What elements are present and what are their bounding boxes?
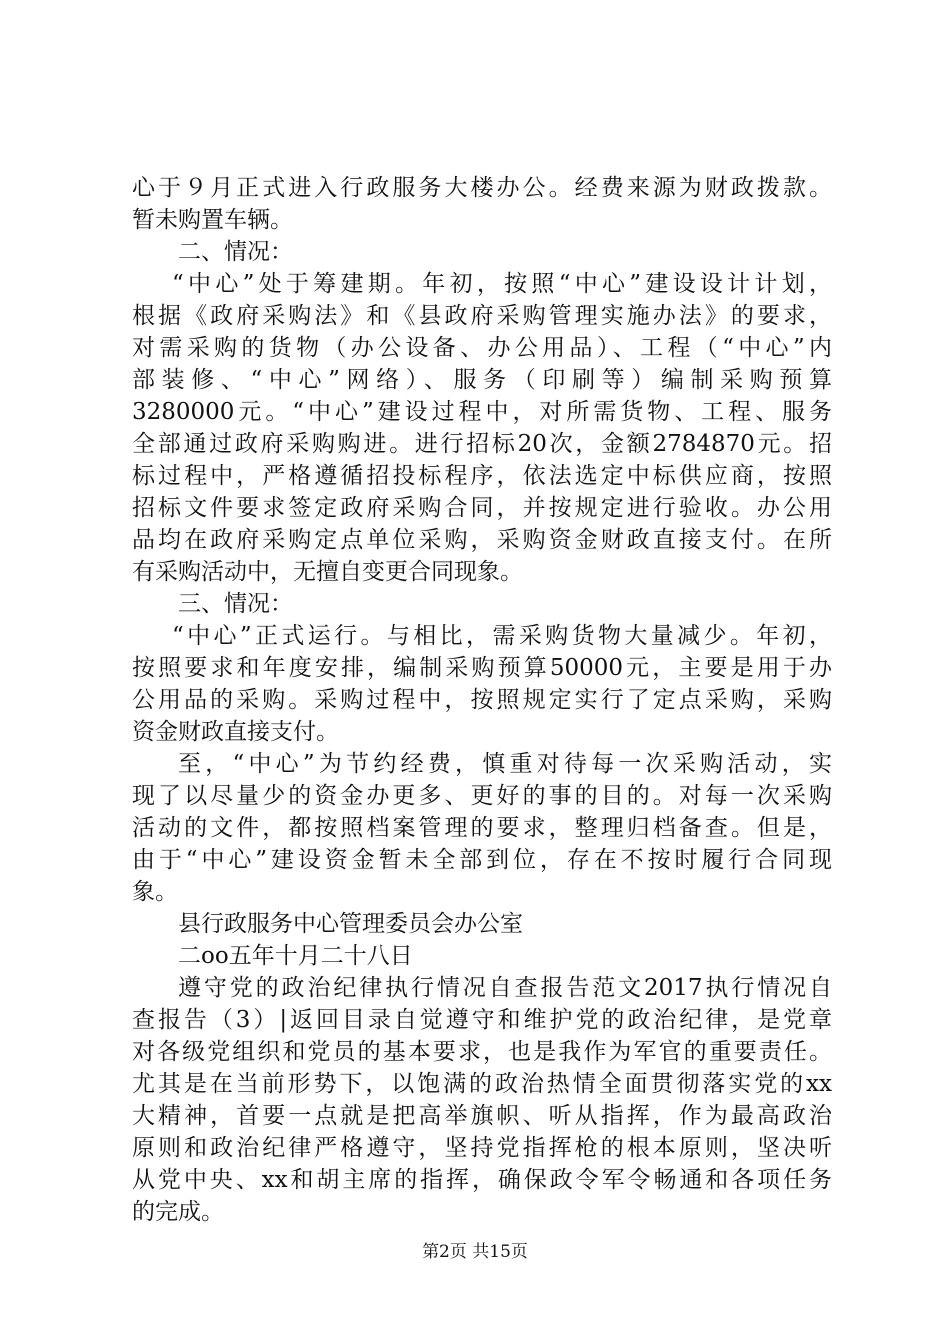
text-line: 按照要求和年度安排，编制采购预算50000元，主要是用于办 xyxy=(132,655,832,681)
text-line: 3280000元。“中心”建设过程中，对所需货物、工程、服务 xyxy=(132,399,832,425)
text-line: 品均在政府采购定点单位采购，采购资金财政直接支付。在所 xyxy=(132,527,832,553)
text-line: 标过程中，严格遵循招投标程序，依法选定中标供应商，按照 xyxy=(132,463,832,489)
text-line: 遵守党的政治纪律执行情况自查报告范文2017执行情况自 xyxy=(178,975,832,1001)
text-line: 有采购活动中，无擅自变更合同现象。 xyxy=(132,559,523,585)
text-line: 现了以尽量少的资金办更多、更好的事的目的。对每一次采购 xyxy=(132,783,832,809)
text-line: 至，“中心”为节约经费，慎重对待每一次采购活动，实 xyxy=(178,751,832,777)
text-line: 全部通过政府采购购进。进行招标20次，金额2784870元。招 xyxy=(132,431,832,457)
signature-date: 二oo五年十月二十八日 xyxy=(178,943,413,969)
text-line: 对需采购的货物（办公设备、办公用品）、工程（“中心”内 xyxy=(132,335,832,361)
page-footer: 第2页 共15页 xyxy=(422,1242,528,1262)
text-line: 根据《政府采购法》和《县政府采购管理实施办法》的要求， xyxy=(132,303,832,329)
text-line: 资金财政直接支付。 xyxy=(132,719,339,745)
text-line: 尤其是在当前形势下，以饱满的政治热情全面贯彻落实党的xx xyxy=(132,1071,832,1097)
text-line: “中心”正式运行。与相比，需采购货物大量减少。年初， xyxy=(172,623,832,649)
signature-org: 县行政服务中心管理委员会办公室 xyxy=(178,911,523,937)
section-heading: 二、情况： xyxy=(178,239,293,265)
text-line: 对各级党组织和党员的基本要求，也是我作为军官的重要责任。 xyxy=(132,1039,832,1065)
text-line: 原则和政治纪律严格遵守，坚持党指挥枪的根本原则，坚决听 xyxy=(132,1135,832,1161)
text-line: 暂未购置车辆。 xyxy=(132,207,293,233)
text-line: 部装修、“中心”网络）、服务（印刷等）编制采购预算 xyxy=(132,367,832,393)
text-line: 大精神，首要一点就是把高举旗帜、听从指挥，作为最高政治 xyxy=(132,1103,832,1129)
text-line: 从党中央、xx和胡主席的指挥，确保政令军令畅通和各项任务 xyxy=(132,1167,832,1193)
section-heading: 三、情况： xyxy=(178,591,293,617)
text-line: 的完成。 xyxy=(132,1199,224,1225)
text-line: 查报告（3）|返回目录自觉遵守和维护党的政治纪律，是党章 xyxy=(132,1007,832,1033)
text-line: 公用品的采购。采购过程中，按照规定实行了定点采购，采购 xyxy=(132,687,832,713)
text-line: “中心”处于筹建期。年初，按照“中心”建设设计计划， xyxy=(172,271,832,297)
text-line: 心于９月正式进入行政服务大楼办公。经费来源为财政拨款。 xyxy=(132,175,832,201)
document-body xyxy=(132,172,832,1228)
text-line: 招标文件要求签定政府采购合同，并按规定进行验收。办公用 xyxy=(132,495,832,521)
text-line: 活动的文件，都按照档案管理的要求，整理归档备查。但是， xyxy=(132,815,832,841)
text-line: 由于“中心”建设资金暂未全部到位，存在不按时履行合同现 xyxy=(132,847,832,873)
text-line: 象。 xyxy=(132,879,178,905)
